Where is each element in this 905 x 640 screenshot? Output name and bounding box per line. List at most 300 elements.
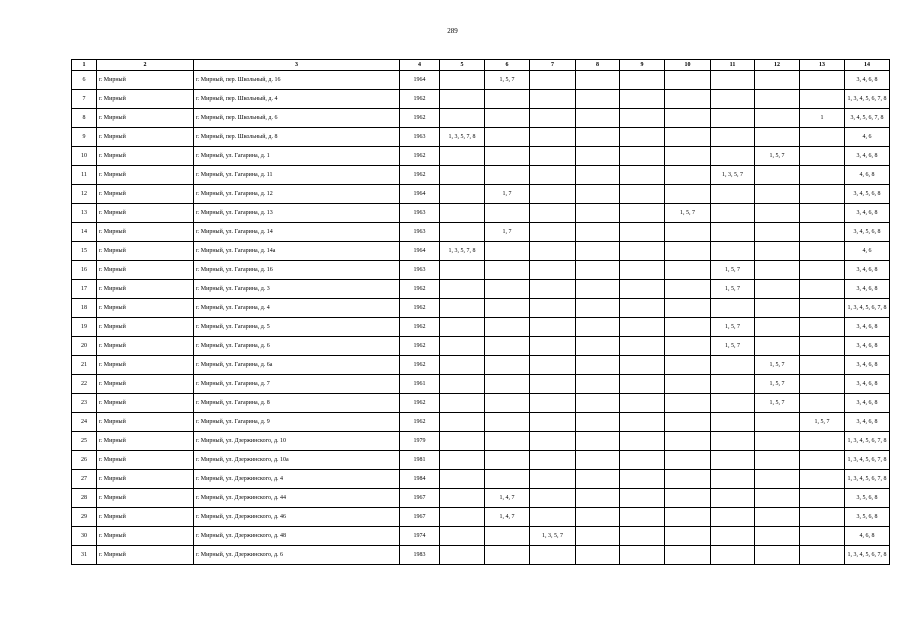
address-cell: г. Мирный, ул. Гагарина, д. 11 — [194, 166, 400, 185]
year-cell: 1967 — [400, 489, 440, 508]
col5-cell — [440, 451, 485, 470]
col8-cell — [576, 527, 620, 546]
col13-cell — [800, 223, 845, 242]
col14-cell: 3, 4, 6, 8 — [845, 71, 890, 90]
col5-cell — [440, 109, 485, 128]
col12-cell — [755, 527, 800, 546]
col9-cell — [620, 147, 665, 166]
col11-cell — [711, 527, 755, 546]
col8-cell — [576, 185, 620, 204]
col5-cell — [440, 71, 485, 90]
address-cell: г. Мирный, ул. Гагарина, д. 1 — [194, 147, 400, 166]
col6-cell: 1, 7 — [485, 185, 530, 204]
col12-cell — [755, 71, 800, 90]
col8-cell — [576, 280, 620, 299]
housing-registry-table — [71, 59, 890, 565]
col7-cell — [530, 223, 576, 242]
col13-cell — [800, 261, 845, 280]
col10-cell — [665, 337, 711, 356]
address-cell: г. Мирный, ул. Гагарина, д. 6а — [194, 356, 400, 375]
row-number-cell: 15 — [72, 242, 97, 261]
year-cell: 1962 — [400, 356, 440, 375]
col9-cell — [620, 90, 665, 109]
row-number-cell: 29 — [72, 508, 97, 527]
col13-cell — [800, 451, 845, 470]
col5-cell — [440, 356, 485, 375]
col11-cell — [711, 109, 755, 128]
col5-cell — [440, 337, 485, 356]
col7-cell — [530, 337, 576, 356]
col10-cell — [665, 128, 711, 147]
year-cell: 1962 — [400, 109, 440, 128]
col14-cell: 4, 6 — [845, 242, 890, 261]
col7-cell — [530, 432, 576, 451]
col6-cell — [485, 546, 530, 565]
col13-cell — [800, 546, 845, 565]
col14-cell: 3, 4, 6, 8 — [845, 356, 890, 375]
col8-cell — [576, 451, 620, 470]
row-number-cell: 11 — [72, 166, 97, 185]
col10-cell — [665, 71, 711, 90]
table-row — [72, 451, 890, 470]
col8-cell — [576, 489, 620, 508]
col12-cell: 1, 5, 7 — [755, 356, 800, 375]
row-number-cell: 28 — [72, 489, 97, 508]
settlement-cell: г. Мирный — [97, 451, 194, 470]
col12-cell — [755, 299, 800, 318]
settlement-cell: г. Мирный — [97, 185, 194, 204]
col10-cell: 1, 5, 7 — [665, 204, 711, 223]
settlement-cell: г. Мирный — [97, 546, 194, 565]
col13-cell — [800, 242, 845, 261]
col13-cell — [800, 337, 845, 356]
col13-cell — [800, 432, 845, 451]
col10-cell — [665, 451, 711, 470]
col13-cell — [800, 204, 845, 223]
col6-cell — [485, 299, 530, 318]
col6-cell: 1, 4, 7 — [485, 489, 530, 508]
col6-cell: 1, 5, 7 — [485, 71, 530, 90]
settlement-cell: г. Мирный — [97, 109, 194, 128]
col7-cell — [530, 147, 576, 166]
settlement-cell: г. Мирный — [97, 166, 194, 185]
col10-cell — [665, 299, 711, 318]
col14-cell: 3, 4, 6, 8 — [845, 413, 890, 432]
row-number-cell: 24 — [72, 413, 97, 432]
col7-cell — [530, 185, 576, 204]
col9-cell — [620, 71, 665, 90]
col5-cell — [440, 432, 485, 451]
settlement-cell: г. Мирный — [97, 299, 194, 318]
col14-cell: 3, 5, 6, 8 — [845, 508, 890, 527]
col9-cell — [620, 394, 665, 413]
col7-cell — [530, 356, 576, 375]
year-cell: 1964 — [400, 71, 440, 90]
row-number-cell: 20 — [72, 337, 97, 356]
row-number-cell: 23 — [72, 394, 97, 413]
col14-cell: 4, 6 — [845, 128, 890, 147]
col11-cell: 1, 5, 7 — [711, 261, 755, 280]
col9-cell — [620, 451, 665, 470]
column-number-header-row — [72, 60, 890, 71]
col9-cell — [620, 223, 665, 242]
col8-cell — [576, 90, 620, 109]
row-number-cell: 18 — [72, 299, 97, 318]
col7-cell — [530, 318, 576, 337]
column-header-10: 10 — [665, 60, 711, 71]
col11-cell — [711, 128, 755, 147]
settlement-cell: г. Мирный — [97, 489, 194, 508]
col5-cell — [440, 527, 485, 546]
col11-cell: 1, 3, 5, 7 — [711, 166, 755, 185]
address-cell: г. Мирный, ул. Гагарина, д. 13 — [194, 204, 400, 223]
table-row — [72, 508, 890, 527]
col12-cell — [755, 451, 800, 470]
col5-cell — [440, 280, 485, 299]
col9-cell — [620, 470, 665, 489]
table-row — [72, 261, 890, 280]
table-row — [72, 166, 890, 185]
settlement-cell: г. Мирный — [97, 318, 194, 337]
table-row — [72, 432, 890, 451]
col7-cell — [530, 299, 576, 318]
col13-cell — [800, 527, 845, 546]
col5-cell — [440, 223, 485, 242]
col10-cell — [665, 109, 711, 128]
col10-cell — [665, 546, 711, 565]
column-header-9: 9 — [620, 60, 665, 71]
settlement-cell: г. Мирный — [97, 261, 194, 280]
col12-cell — [755, 204, 800, 223]
col12-cell — [755, 432, 800, 451]
col10-cell — [665, 223, 711, 242]
address-cell: г. Мирный, ул. Дзержинского, д. 46 — [194, 508, 400, 527]
address-cell: г. Мирный, ул. Дзержинского, д. 10 — [194, 432, 400, 451]
col8-cell — [576, 166, 620, 185]
address-cell: г. Мирный, пер. Школьный, д. 8 — [194, 128, 400, 147]
table-row — [72, 318, 890, 337]
row-number-cell: 19 — [72, 318, 97, 337]
col6-cell — [485, 280, 530, 299]
col5-cell — [440, 546, 485, 565]
address-cell: г. Мирный, ул. Дзержинского, д. 44 — [194, 489, 400, 508]
col11-cell — [711, 413, 755, 432]
col5-cell — [440, 508, 485, 527]
col8-cell — [576, 318, 620, 337]
col8-cell — [576, 394, 620, 413]
row-number-cell: 27 — [72, 470, 97, 489]
col6-cell — [485, 90, 530, 109]
col5-cell — [440, 299, 485, 318]
settlement-cell: г. Мирный — [97, 508, 194, 527]
col12-cell: 1, 5, 7 — [755, 147, 800, 166]
table-row — [72, 413, 890, 432]
col6-cell — [485, 261, 530, 280]
col14-cell: 1, 3, 4, 5, 6, 7, 8 — [845, 432, 890, 451]
col6-cell — [485, 109, 530, 128]
col7-cell — [530, 166, 576, 185]
row-number-cell: 12 — [72, 185, 97, 204]
col14-cell: 1, 3, 4, 5, 6, 7, 8 — [845, 299, 890, 318]
col7-cell — [530, 394, 576, 413]
col10-cell — [665, 318, 711, 337]
table-row — [72, 90, 890, 109]
col5-cell — [440, 204, 485, 223]
col12-cell — [755, 337, 800, 356]
col11-cell — [711, 223, 755, 242]
table-row — [72, 470, 890, 489]
col11-cell — [711, 356, 755, 375]
row-number-cell: 13 — [72, 204, 97, 223]
col9-cell — [620, 204, 665, 223]
table-row — [72, 280, 890, 299]
col10-cell — [665, 527, 711, 546]
col5-cell — [440, 413, 485, 432]
col7-cell — [530, 109, 576, 128]
col10-cell — [665, 394, 711, 413]
col7-cell — [530, 413, 576, 432]
col7-cell — [530, 546, 576, 565]
col14-cell: 3, 4, 6, 8 — [845, 337, 890, 356]
col11-cell: 1, 5, 7 — [711, 280, 755, 299]
col5-cell — [440, 318, 485, 337]
col13-cell — [800, 356, 845, 375]
col11-cell: 1, 5, 7 — [711, 318, 755, 337]
col11-cell — [711, 394, 755, 413]
table-row — [72, 185, 890, 204]
col13-cell — [800, 394, 845, 413]
col6-cell — [485, 470, 530, 489]
col5-cell — [440, 375, 485, 394]
col12-cell — [755, 280, 800, 299]
row-number-cell: 16 — [72, 261, 97, 280]
col12-cell: 1, 5, 7 — [755, 375, 800, 394]
col9-cell — [620, 299, 665, 318]
col8-cell — [576, 261, 620, 280]
col8-cell — [576, 546, 620, 565]
col8-cell — [576, 128, 620, 147]
col12-cell — [755, 489, 800, 508]
col8-cell — [576, 375, 620, 394]
col11-cell — [711, 71, 755, 90]
col7-cell — [530, 470, 576, 489]
table-row — [72, 337, 890, 356]
row-number-cell: 8 — [72, 109, 97, 128]
year-cell: 1962 — [400, 413, 440, 432]
year-cell: 1979 — [400, 432, 440, 451]
col7-cell — [530, 508, 576, 527]
col14-cell: 3, 4, 5, 6, 7, 8 — [845, 109, 890, 128]
column-header-4: 4 — [400, 60, 440, 71]
settlement-cell: г. Мирный — [97, 242, 194, 261]
col7-cell — [530, 128, 576, 147]
col11-cell — [711, 451, 755, 470]
settlement-cell: г. Мирный — [97, 147, 194, 166]
year-cell: 1962 — [400, 280, 440, 299]
col13-cell — [800, 147, 845, 166]
year-cell: 1962 — [400, 318, 440, 337]
row-number-cell: 21 — [72, 356, 97, 375]
col5-cell: 1, 3, 5, 7, 8 — [440, 242, 485, 261]
col11-cell — [711, 375, 755, 394]
col7-cell — [530, 261, 576, 280]
col5-cell — [440, 261, 485, 280]
year-cell: 1962 — [400, 337, 440, 356]
col5-cell — [440, 185, 485, 204]
col6-cell: 1, 4, 7 — [485, 508, 530, 527]
column-header-7: 7 — [530, 60, 576, 71]
col7-cell — [530, 90, 576, 109]
address-cell: г. Мирный, ул. Гагарина, д. 12 — [194, 185, 400, 204]
col13-cell — [800, 185, 845, 204]
col12-cell — [755, 413, 800, 432]
col6-cell — [485, 413, 530, 432]
col9-cell — [620, 337, 665, 356]
col6-cell — [485, 432, 530, 451]
address-cell: г. Мирный, пер. Школьный, д. 6 — [194, 109, 400, 128]
col6-cell — [485, 242, 530, 261]
table-row — [72, 546, 890, 565]
col9-cell — [620, 413, 665, 432]
year-cell: 1962 — [400, 147, 440, 166]
col14-cell: 1, 3, 4, 5, 6, 7, 8 — [845, 470, 890, 489]
table-row — [72, 394, 890, 413]
row-number-cell: 31 — [72, 546, 97, 565]
column-header-14: 14 — [845, 60, 890, 71]
table-row — [72, 356, 890, 375]
col9-cell — [620, 185, 665, 204]
year-cell: 1967 — [400, 508, 440, 527]
settlement-cell: г. Мирный — [97, 128, 194, 147]
col14-cell: 3, 4, 6, 8 — [845, 280, 890, 299]
settlement-cell: г. Мирный — [97, 71, 194, 90]
col11-cell — [711, 204, 755, 223]
col8-cell — [576, 71, 620, 90]
col9-cell — [620, 489, 665, 508]
col10-cell — [665, 375, 711, 394]
col13-cell — [800, 375, 845, 394]
col12-cell — [755, 166, 800, 185]
col9-cell — [620, 527, 665, 546]
col8-cell — [576, 432, 620, 451]
col11-cell — [711, 185, 755, 204]
col12-cell — [755, 261, 800, 280]
col13-cell: 1, 5, 7 — [800, 413, 845, 432]
col13-cell — [800, 128, 845, 147]
col13-cell — [800, 470, 845, 489]
address-cell: г. Мирный, ул. Дзержинского, д. 10а — [194, 451, 400, 470]
row-number-cell: 25 — [72, 432, 97, 451]
col12-cell — [755, 185, 800, 204]
col12-cell — [755, 90, 800, 109]
col11-cell — [711, 242, 755, 261]
row-number-cell: 30 — [72, 527, 97, 546]
col10-cell — [665, 489, 711, 508]
settlement-cell: г. Мирный — [97, 394, 194, 413]
col7-cell — [530, 375, 576, 394]
settlement-cell: г. Мирный — [97, 470, 194, 489]
year-cell: 1961 — [400, 375, 440, 394]
col7-cell — [530, 280, 576, 299]
col13-cell — [800, 508, 845, 527]
table-body — [72, 71, 890, 565]
col14-cell: 3, 4, 6, 8 — [845, 204, 890, 223]
address-cell: г. Мирный, ул. Дзержинского, д. 48 — [194, 527, 400, 546]
column-header-6: 6 — [485, 60, 530, 71]
col14-cell: 3, 4, 6, 8 — [845, 318, 890, 337]
col14-cell: 4, 6, 8 — [845, 527, 890, 546]
table-row — [72, 147, 890, 166]
col5-cell: 1, 3, 5, 7, 8 — [440, 128, 485, 147]
col14-cell: 3, 4, 5, 6, 8 — [845, 185, 890, 204]
col13-cell: 1 — [800, 109, 845, 128]
col10-cell — [665, 90, 711, 109]
row-number-cell: 14 — [72, 223, 97, 242]
col9-cell — [620, 318, 665, 337]
row-number-cell: 9 — [72, 128, 97, 147]
column-header-5: 5 — [440, 60, 485, 71]
col14-cell: 3, 4, 6, 8 — [845, 261, 890, 280]
table-row — [72, 527, 890, 546]
col10-cell — [665, 508, 711, 527]
col8-cell — [576, 299, 620, 318]
col7-cell — [530, 242, 576, 261]
col6-cell — [485, 375, 530, 394]
year-cell: 1963 — [400, 261, 440, 280]
col10-cell — [665, 280, 711, 299]
col12-cell — [755, 546, 800, 565]
year-cell: 1964 — [400, 185, 440, 204]
address-cell: г. Мирный, ул. Дзержинского, д. 6 — [194, 546, 400, 565]
col12-cell — [755, 242, 800, 261]
address-cell: г. Мирный, ул. Гагарина, д. 9 — [194, 413, 400, 432]
col8-cell — [576, 337, 620, 356]
col11-cell: 1, 5, 7 — [711, 337, 755, 356]
year-cell: 1981 — [400, 451, 440, 470]
col5-cell — [440, 394, 485, 413]
col10-cell — [665, 470, 711, 489]
column-header-13: 13 — [800, 60, 845, 71]
col11-cell — [711, 299, 755, 318]
col12-cell — [755, 508, 800, 527]
col5-cell — [440, 90, 485, 109]
table-row — [72, 223, 890, 242]
settlement-cell: г. Мирный — [97, 204, 194, 223]
col11-cell — [711, 546, 755, 565]
settlement-cell: г. Мирный — [97, 413, 194, 432]
settlement-cell: г. Мирный — [97, 280, 194, 299]
address-cell: г. Мирный, ул. Гагарина, д. 16 — [194, 261, 400, 280]
col6-cell — [485, 394, 530, 413]
table-row — [72, 71, 890, 90]
column-header-3: 3 — [194, 60, 400, 71]
col8-cell — [576, 223, 620, 242]
col6-cell — [485, 166, 530, 185]
page-number: 289 — [447, 27, 458, 35]
col10-cell — [665, 356, 711, 375]
settlement-cell: г. Мирный — [97, 375, 194, 394]
settlement-cell: г. Мирный — [97, 90, 194, 109]
year-cell: 1962 — [400, 299, 440, 318]
row-number-cell: 22 — [72, 375, 97, 394]
col5-cell — [440, 489, 485, 508]
table-row — [72, 375, 890, 394]
col14-cell: 3, 4, 6, 8 — [845, 375, 890, 394]
row-number-cell: 6 — [72, 71, 97, 90]
col14-cell: 3, 4, 5, 6, 8 — [845, 223, 890, 242]
col9-cell — [620, 432, 665, 451]
table-row — [72, 128, 890, 147]
